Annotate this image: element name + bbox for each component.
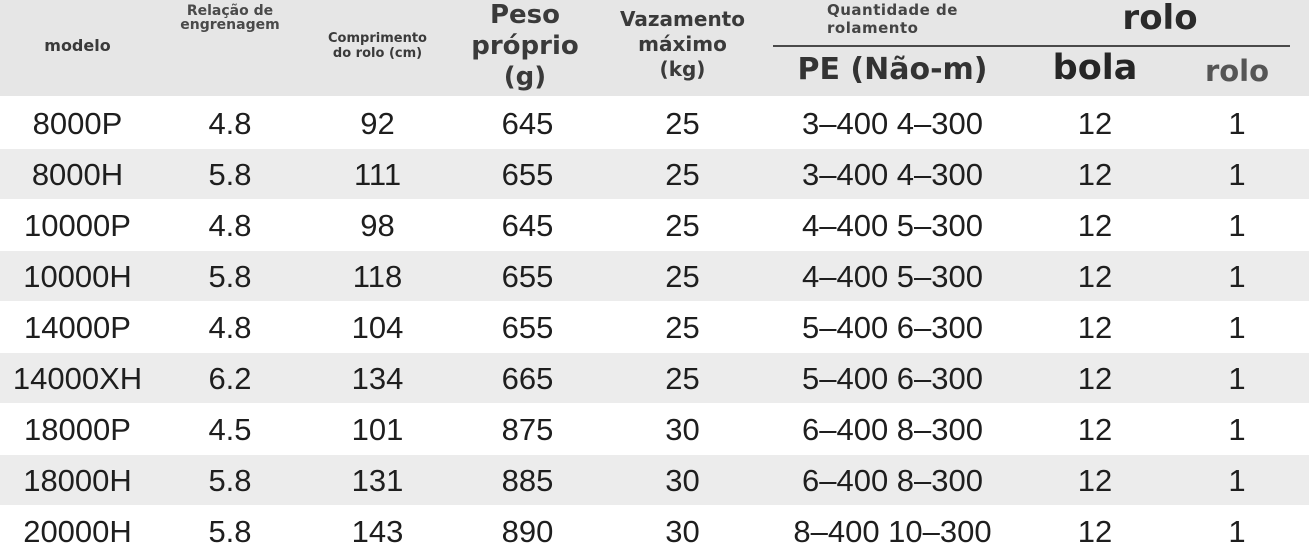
header-gear-ratio-line: engrenagem (180, 17, 280, 33)
header-max-drag-line: Vazamento (620, 7, 745, 31)
cell-ball-bearings: 12 (1077, 513, 1113, 549)
cell-model: 18000H (23, 462, 132, 498)
header-line-length-line: do rolo (cm) (332, 46, 423, 61)
cell-ball-bearings: 12 (1077, 156, 1113, 192)
header-max-drag-line: (kg) (659, 57, 706, 81)
cell-line-capacity: 6–400 8–300 (801, 411, 984, 447)
header-max-drag (605, 7, 760, 82)
cell-roller-bearings: 1 (1228, 411, 1246, 447)
cell-line-length: 111 (353, 156, 402, 192)
cell-ball-bearings: 12 (1077, 462, 1113, 498)
table-row (0, 404, 1309, 455)
cell-gear-ratio: 5.8 (208, 156, 252, 192)
cell-max-drag: 25 (665, 309, 700, 345)
cell-gear-ratio: 5.8 (208, 462, 252, 498)
cell-gear-ratio: 4.8 (208, 105, 252, 141)
table-row (0, 302, 1309, 353)
header-weight-line: (g) (503, 62, 547, 92)
cell-roller-bearings: 1 (1228, 156, 1246, 192)
cell-gear-ratio: 4.8 (208, 309, 252, 345)
cell-model: 8000P (32, 105, 123, 141)
table-row (0, 98, 1309, 149)
cell-line-capacity: 5–400 6–300 (801, 360, 984, 396)
cell-line-capacity: 3–400 4–300 (801, 156, 984, 192)
table-body (0, 98, 1309, 557)
cell-line-length: 104 (351, 309, 404, 345)
header-max-drag-line: máximo (638, 32, 727, 56)
header-gear-ratio-line: Relação de (186, 3, 274, 19)
cell-roller-bearings: 1 (1228, 309, 1246, 345)
cell-line-capacity: 8–400 10–300 (793, 513, 992, 549)
cell-roller-bearings: 1 (1228, 462, 1246, 498)
cell-max-drag: 25 (665, 156, 700, 192)
cell-roller-bearings: 1 (1228, 105, 1246, 141)
table-row (0, 353, 1309, 404)
cell-roller-bearings: 1 (1228, 258, 1246, 294)
header-roller-bearings: rolo (1204, 54, 1270, 88)
cell-weight: 655 (501, 156, 554, 192)
cell-gear-ratio: 4.5 (208, 411, 252, 447)
table-row (0, 149, 1309, 200)
cell-model: 20000H (23, 513, 132, 549)
cell-ball-bearings: 12 (1077, 105, 1113, 141)
header-weight-line: Peso (489, 0, 561, 30)
cell-line-capacity: 4–400 5–300 (801, 258, 984, 294)
cell-weight: 665 (501, 360, 554, 396)
cell-line-length: 118 (352, 258, 403, 294)
header-gear-ratio (155, 4, 305, 32)
header-line-length (305, 31, 450, 61)
header-weight-line: próprio (471, 31, 579, 61)
cell-max-drag: 25 (665, 258, 700, 294)
cell-gear-ratio: 6.2 (208, 360, 252, 396)
header-ball-bearings: bola (1052, 48, 1138, 88)
header-bearing-count-line: rolamento (827, 19, 919, 37)
cell-line-length: 131 (351, 462, 404, 498)
cell-line-length: 134 (351, 360, 404, 396)
cell-roller-bearings: 1 (1228, 360, 1246, 396)
cell-line-length: 98 (360, 207, 395, 243)
cell-line-capacity: 6–400 8–300 (801, 462, 984, 498)
table-row (0, 506, 1309, 557)
cell-model: 10000P (24, 207, 131, 243)
table-header (0, 0, 1309, 96)
cell-weight: 890 (501, 513, 554, 549)
cell-model: 8000H (31, 156, 124, 192)
cell-gear-ratio: 5.8 (208, 258, 252, 294)
cell-weight: 885 (501, 462, 554, 498)
header-line-capacity: PE (Não-m) (797, 52, 988, 87)
table-row (0, 200, 1309, 251)
cell-weight: 655 (501, 258, 554, 294)
table-row (0, 251, 1309, 302)
cell-weight: 645 (501, 207, 554, 243)
cell-line-length: 92 (360, 105, 395, 141)
cell-max-drag: 30 (665, 513, 700, 549)
cell-max-drag: 25 (665, 207, 700, 243)
cell-ball-bearings: 12 (1077, 411, 1113, 447)
cell-max-drag: 25 (665, 360, 700, 396)
cell-ball-bearings: 12 (1077, 360, 1113, 396)
cell-model: 18000P (24, 411, 131, 447)
header-bearing-count-line: Quantidade de (827, 1, 958, 19)
cell-model: 14000P (24, 309, 131, 345)
cell-model: 14000XH (12, 360, 143, 396)
cell-line-length: 101 (351, 411, 404, 447)
cell-max-drag: 30 (665, 462, 700, 498)
header-line-length-line: Comprimento (328, 31, 427, 46)
cell-weight: 875 (501, 411, 554, 447)
cell-line-capacity: 4–400 5–300 (801, 207, 984, 243)
cell-line-capacity: 5–400 6–300 (801, 309, 984, 345)
cell-weight: 645 (501, 105, 554, 141)
cell-gear-ratio: 5.8 (208, 513, 252, 549)
cell-line-length: 143 (351, 513, 404, 549)
cell-weight: 655 (501, 309, 554, 345)
table-row (0, 455, 1309, 506)
header-roller-group: rolo (1122, 0, 1198, 38)
cell-line-capacity: 3–400 4–300 (801, 105, 984, 141)
cell-gear-ratio: 4.8 (208, 207, 252, 243)
header-bearing-count (827, 1, 958, 37)
header-model: modelo (44, 36, 111, 55)
cell-max-drag: 30 (665, 411, 700, 447)
cell-roller-bearings: 1 (1228, 207, 1246, 243)
cell-max-drag: 25 (665, 105, 700, 141)
cell-roller-bearings: 1 (1228, 513, 1246, 549)
cell-ball-bearings: 12 (1077, 207, 1113, 243)
cell-model: 10000H (23, 258, 132, 294)
cell-ball-bearings: 12 (1077, 258, 1113, 294)
header-divider (773, 45, 1290, 47)
header-weight (450, 0, 600, 93)
cell-ball-bearings: 12 (1077, 309, 1113, 345)
